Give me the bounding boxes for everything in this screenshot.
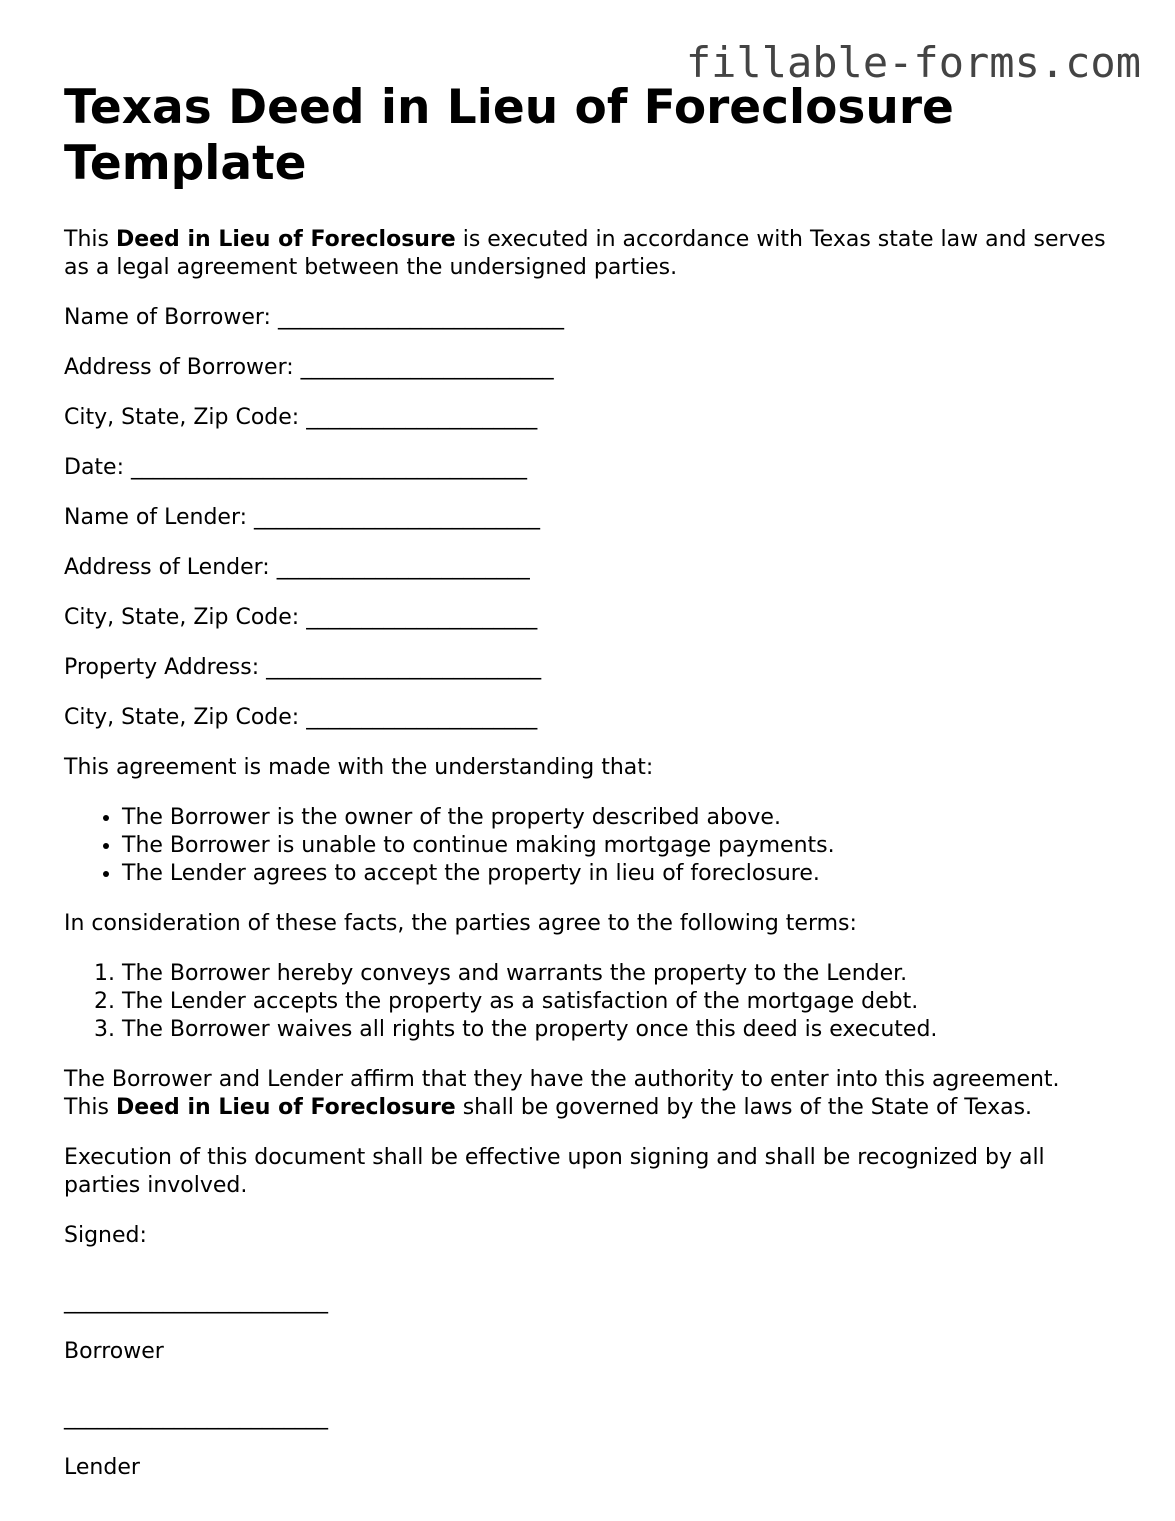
field-blank[interactable]: _________________________ bbox=[266, 655, 542, 680]
affirm-line1: The Borrower and Lender affirm that they have the authority to enter into this agreement. bbox=[64, 1067, 1060, 1092]
affirm-pre: This bbox=[64, 1095, 116, 1120]
field-label: City, State, Zip Code: bbox=[64, 405, 300, 430]
affirm-paragraph bbox=[64, 1066, 1124, 1122]
borrower-signature-line[interactable]: ________________________ bbox=[64, 1289, 328, 1314]
understanding-list bbox=[64, 804, 1124, 888]
field-label: Name of Borrower: bbox=[64, 305, 271, 330]
field-borrower-address bbox=[64, 354, 1124, 382]
field-blank[interactable]: _______________________ bbox=[300, 355, 554, 380]
affirm-bold: Deed in Lieu of Foreclosure bbox=[115, 1095, 456, 1120]
field-property-address bbox=[64, 654, 1124, 682]
field-date bbox=[64, 454, 1124, 482]
field-label: City, State, Zip Code: bbox=[64, 605, 300, 630]
field-blank[interactable]: _____________________ bbox=[306, 405, 538, 430]
field-label: Property Address: bbox=[64, 655, 260, 680]
document-title: Texas Deed in Lieu of Foreclosure Template bbox=[64, 80, 954, 191]
field-lender-city bbox=[64, 604, 1124, 632]
affirm-post: shall be governed by the laws of the State of Texas. bbox=[455, 1095, 1033, 1120]
list-item: 1. The Borrower hereby conveys and warrants the property to the Lender. bbox=[122, 960, 1124, 988]
understanding-intro: This agreement is made with the understanding that: bbox=[64, 755, 654, 780]
document-page bbox=[64, 80, 1124, 1482]
field-borrower-name bbox=[64, 304, 1124, 332]
list-item: • The Borrower is the owner of the property described above. bbox=[122, 804, 1124, 832]
terms-intro: In consideration of these facts, the parties agree to the following terms: bbox=[64, 911, 857, 936]
lender-signature-line[interactable]: ________________________ bbox=[64, 1405, 328, 1430]
intro-paragraph bbox=[64, 226, 1124, 282]
signed-label: Signed: bbox=[64, 1223, 147, 1248]
lender-signature-label: Lender bbox=[64, 1455, 140, 1480]
field-lender-address bbox=[64, 554, 1124, 582]
execution-paragraph: Execution of this document shall be effective upon signing and shall be recognized by all parties involved. bbox=[64, 1145, 1045, 1198]
intro-bold: Deed in Lieu of Foreclosure bbox=[115, 227, 456, 252]
field-label: Date: bbox=[64, 455, 124, 480]
field-blank[interactable]: ____________________________________ bbox=[131, 455, 527, 480]
terms-list bbox=[64, 960, 1124, 1044]
field-blank[interactable]: _____________________ bbox=[306, 705, 538, 730]
intro-post: is executed in accordance with Texas state law and serves as a legal agreement between the undersigned parties. bbox=[64, 227, 1106, 280]
field-borrower-city bbox=[64, 404, 1124, 432]
field-label: Address of Borrower: bbox=[64, 355, 294, 380]
field-blank[interactable]: _____________________ bbox=[306, 605, 538, 630]
field-blank[interactable]: _______________________ bbox=[276, 555, 530, 580]
field-label: Name of Lender: bbox=[64, 505, 248, 530]
fields-list bbox=[64, 304, 1124, 732]
intro-pre: This bbox=[64, 227, 116, 252]
list-item: 3. The Borrower waives all rights to the property once this deed is executed. bbox=[122, 1016, 1124, 1044]
field-property-city bbox=[64, 704, 1124, 732]
list-item: 2. The Lender accepts the property as a satisfaction of the mortgage debt. bbox=[122, 988, 1124, 1016]
field-blank[interactable]: __________________________ bbox=[277, 305, 564, 330]
list-item: • The Lender agrees to accept the property in lieu of foreclosure. bbox=[122, 860, 1124, 888]
watermark: fillable-forms.com bbox=[685, 38, 1141, 87]
field-lender-name bbox=[64, 504, 1124, 532]
field-label: City, State, Zip Code: bbox=[64, 705, 300, 730]
borrower-signature-label: Borrower bbox=[64, 1339, 164, 1364]
field-label: Address of Lender: bbox=[64, 555, 270, 580]
field-blank[interactable]: __________________________ bbox=[254, 505, 541, 530]
list-item: • The Borrower is unable to continue making mortgage payments. bbox=[122, 832, 1124, 860]
